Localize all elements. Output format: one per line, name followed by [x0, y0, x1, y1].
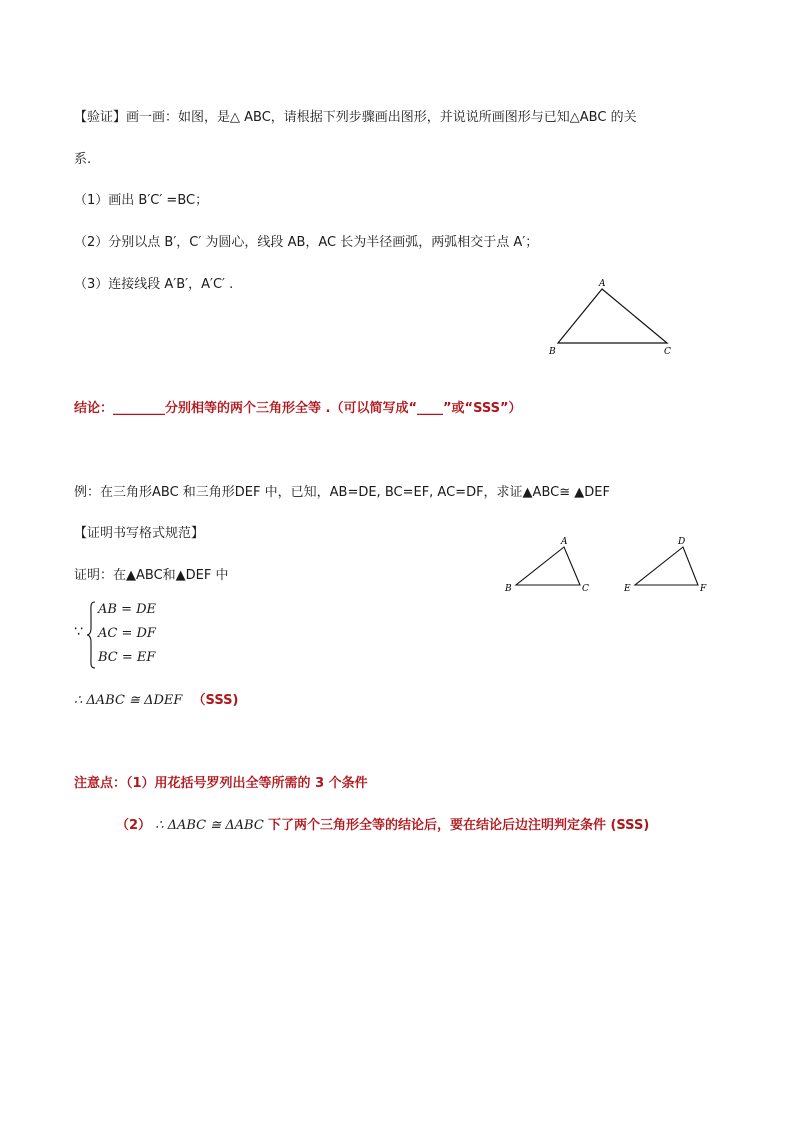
triangles-abc-def-figure	[500, 533, 720, 598]
label-a: A	[599, 279, 606, 289]
label-a2: A	[561, 537, 568, 547]
verify-step-3: （3）连接线段 A′B′，A′C′ .	[74, 277, 234, 292]
note-1: 注意点：（1）用花括号罗列出全等所需的 3 个条件	[74, 776, 368, 791]
note-2-text: 下了两个三角形全等的结论后，要在结论后边注明判定条件 (SSS)	[267, 818, 650, 833]
triangle-def-small	[635, 547, 698, 585]
note-2	[116, 817, 649, 835]
verify-intro-line2: 系.	[74, 152, 92, 167]
proof-conclusion-math: ∴ ΔABC ≅ ΔDEF	[74, 693, 183, 708]
label-f: F	[700, 584, 707, 594]
note-2-math: ∴ ΔABC ≅ ΔABC	[155, 818, 264, 833]
label-c: C	[664, 347, 671, 357]
verify-intro-line1: 【验证】画一画：如图，是△ ABC，请根据下列步骤画出图形，并说说所画图形与已知△ABC 的关	[74, 110, 637, 125]
label-b2: B	[505, 584, 512, 594]
because-symbol: ∵	[74, 624, 83, 640]
verify-step-2: （2）分别以点 B′，C′ 为圆心，线段 AB，AC 长为半径画弧，两弧相交于点 A′；	[74, 235, 539, 250]
label-c2: C	[582, 584, 589, 594]
triangle-abc-figure	[540, 275, 680, 360]
label-b: B	[549, 347, 556, 357]
label-e: E	[624, 584, 631, 594]
proof-conclusion	[74, 692, 238, 710]
example-statement: 例：在三角形ABC 和三角形DEF 中，已知，AB=DE, BC=EF, AC=DF，求证▲ABC≅ ▲DEF	[74, 485, 610, 500]
label-d: D	[678, 537, 686, 547]
triangle-abc-small	[516, 547, 580, 585]
proof-start: 证明：在▲ABC和▲DEF 中	[74, 568, 229, 583]
note-2-prefix: （2）	[116, 818, 152, 833]
verify-step-1: （1）画出 B′C′ =BC；	[74, 193, 209, 208]
proof-format-title: 【证明书写格式规范】	[74, 526, 205, 541]
proof-conclusion-tag: （SSS)	[192, 693, 239, 708]
conclusion-statement: 结论：________分别相等的两个三角形全等 .（可以简写成“____”或“SSS”）	[74, 401, 522, 416]
triangle-abc-shape	[558, 289, 667, 343]
curly-brace-icon	[86, 600, 96, 670]
proof-conditions	[74, 600, 184, 670]
condition-ab-de: AB = DE	[98, 602, 157, 617]
condition-bc-ef: BC = EF	[98, 650, 156, 665]
condition-ac-df: AC = DF	[98, 626, 156, 641]
